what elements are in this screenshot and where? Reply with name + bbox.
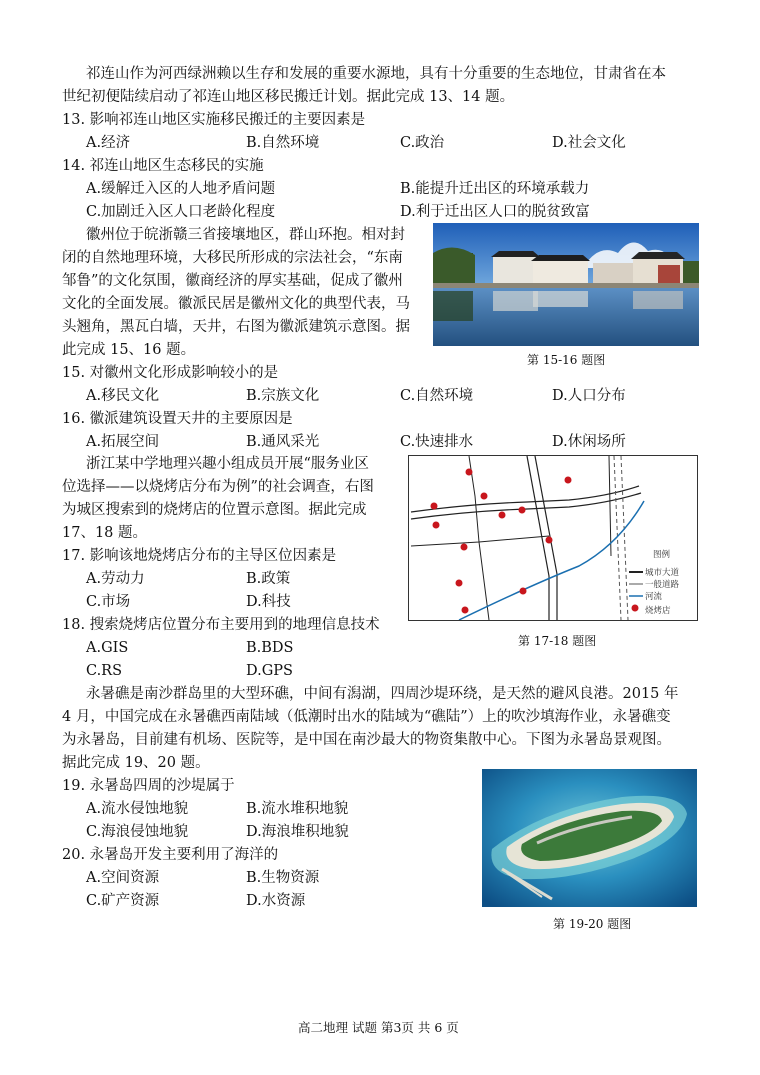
intro-13-14-line2: 世纪初便陆续启动了祁连山地区移民搬迁计划。据此完成 13、14 题。 — [62, 89, 515, 105]
q13-stem: 13. 影响祁连山地区实施移民搬迁的主要因素是 — [62, 112, 366, 128]
q18-stem: 18. 搜索烧烤店位置分布主要用到的地理信息技术 — [62, 617, 380, 633]
map-legend-title: 图例 — [653, 550, 671, 560]
figure-15-16-caption: 第 15-16 题图 — [527, 353, 606, 367]
q18-option-a[interactable]: A.GIS — [86, 640, 129, 656]
q16-option-d[interactable]: D.休闲场所 — [552, 434, 626, 450]
q19-option-d[interactable]: D.海浪堆积地貌 — [246, 824, 349, 840]
intro-17-18-line2: 位选择——以烧烤店分布为例”的社会调查，右图 — [62, 479, 374, 495]
q15-option-a[interactable]: A.移民文化 — [86, 388, 160, 404]
q18-option-d[interactable]: D.GPS — [246, 663, 293, 679]
intro-13-14-line1: 祁连山作为河西绿洲赖以生存和发展的重要水源地，具有十分重要的生态地位，甘肃省在本 — [86, 66, 666, 82]
q17-option-a[interactable]: A.劳动力 — [86, 571, 145, 587]
q19-stem: 19. 永暑岛四周的沙堤属于 — [62, 778, 235, 794]
q15-option-d[interactable]: D.人口分布 — [552, 388, 626, 404]
q14-option-c[interactable]: C.加剧迁入区人口老龄化程度 — [86, 204, 276, 220]
q15-option-c[interactable]: C.自然环境 — [400, 388, 474, 404]
q18-option-b[interactable]: B.BDS — [246, 640, 294, 656]
q14-option-d[interactable]: D.利于迁出区人口的脱贫致富 — [400, 204, 590, 220]
intro-19-20-line4: 据此完成 19、20 题。 — [62, 755, 210, 771]
q17-stem: 17. 影响该地烧烤店分布的主导区位因素是 — [62, 548, 337, 564]
q19-option-a[interactable]: A.流水侵蚀地貌 — [86, 801, 189, 817]
q17-option-c[interactable]: C.市场 — [86, 594, 131, 610]
q20-option-b[interactable]: B.生物资源 — [246, 870, 320, 886]
q16-option-b[interactable]: B.通风采光 — [246, 434, 320, 450]
q16-option-a[interactable]: A.拓展空间 — [86, 434, 160, 450]
intro-19-20-line1: 永暑礁是南沙群岛里的大型环礁，中间有潟湖，四周沙堤环绕，是天然的避风良港。2015 年 — [86, 686, 679, 702]
q20-option-c[interactable]: C.矿产资源 — [86, 893, 160, 909]
intro-15-16-line1: 徽州位于皖浙赣三省接壤地区，群山环抱。相对封 — [86, 227, 405, 243]
q20-option-a[interactable]: A.空间资源 — [86, 870, 160, 886]
intro-15-16-line6: 此完成 15、16 题。 — [62, 342, 196, 358]
intro-17-18-line3: 为城区搜索到的烧烤店的位置示意图。据此完成 — [62, 502, 367, 518]
figure-17-18-caption: 第 17-18 题图 — [518, 634, 597, 648]
q14-option-b[interactable]: B.能提升迁出区的环境承载力 — [400, 181, 590, 197]
intro-15-16-line3: 邹鲁”的文化氛围，徽商经济的厚实基础，促成了徽州 — [62, 273, 403, 289]
q15-stem: 15. 对徽州文化形成影响较小的是 — [62, 365, 279, 381]
figure-19-20-caption: 第 19-20 题图 — [553, 917, 632, 931]
q18-option-c[interactable]: C.RS — [86, 663, 123, 679]
map-legend-main-road: 城市大道 — [645, 568, 680, 578]
page-footer: 高二地理 试题 第3页 共 6 页 — [298, 1020, 459, 1035]
q13-option-d[interactable]: D.社会文化 — [552, 135, 626, 151]
yongshu-island-photo — [482, 769, 697, 907]
huizhou-architecture-photo — [433, 223, 699, 346]
q20-stem: 20. 永暑岛开发主要利用了海洋的 — [62, 847, 279, 863]
q17-option-b[interactable]: B.政策 — [246, 571, 291, 587]
intro-19-20-line3: 为永暑岛，目前建有机场、医院等，是中国在南沙最大的物资集散中心。下图为永暑岛景观图。 — [62, 732, 671, 748]
q14-stem: 14. 祁连山地区生态移民的实施 — [62, 158, 264, 174]
intro-17-18-line4: 17、18 题。 — [62, 525, 148, 541]
intro-17-18-line1: 浙江某中学地理兴趣小组成员开展“服务业区 — [86, 456, 369, 472]
barbecue-shop-map — [408, 455, 698, 621]
q17-option-d[interactable]: D.科技 — [246, 594, 291, 610]
q13-option-b[interactable]: B.自然环境 — [246, 135, 320, 151]
q19-option-b[interactable]: B.流水堆积地貌 — [246, 801, 349, 817]
q15-option-b[interactable]: B.宗族文化 — [246, 388, 320, 404]
q19-option-c[interactable]: C.海浪侵蚀地貌 — [86, 824, 189, 840]
q13-option-c[interactable]: C.政治 — [400, 135, 445, 151]
q16-option-c[interactable]: C.快速排水 — [400, 434, 474, 450]
intro-15-16-line4: 文化的全面发展。徽派民居是徽州文化的典型代表，马 — [62, 296, 410, 312]
q13-option-a[interactable]: A.经济 — [86, 135, 131, 151]
map-legend-shop: 烧烤店 — [645, 606, 671, 616]
intro-19-20-line2: 4 月，中国完成在永暑礁西南陆域（低潮时出水的陆域为“礁陆”）上的吹沙填海作业，永暑礁变 — [62, 709, 671, 725]
q16-stem: 16. 徽派建筑设置天井的主要原因是 — [62, 411, 293, 427]
q20-option-d[interactable]: D.水资源 — [246, 893, 306, 909]
map-legend-road: 一般道路 — [645, 580, 680, 590]
map-legend-river: 河流 — [645, 592, 663, 602]
q14-option-a[interactable]: A.缓解迁入区的人地矛盾问题 — [86, 181, 276, 197]
intro-15-16-line2: 闭的自然地理环境，大移民所形成的宗法社会，“东南 — [62, 250, 403, 266]
intro-15-16-line5: 头翘角，黑瓦白墙，天井，右图为徽派建筑示意图。据 — [62, 319, 410, 335]
